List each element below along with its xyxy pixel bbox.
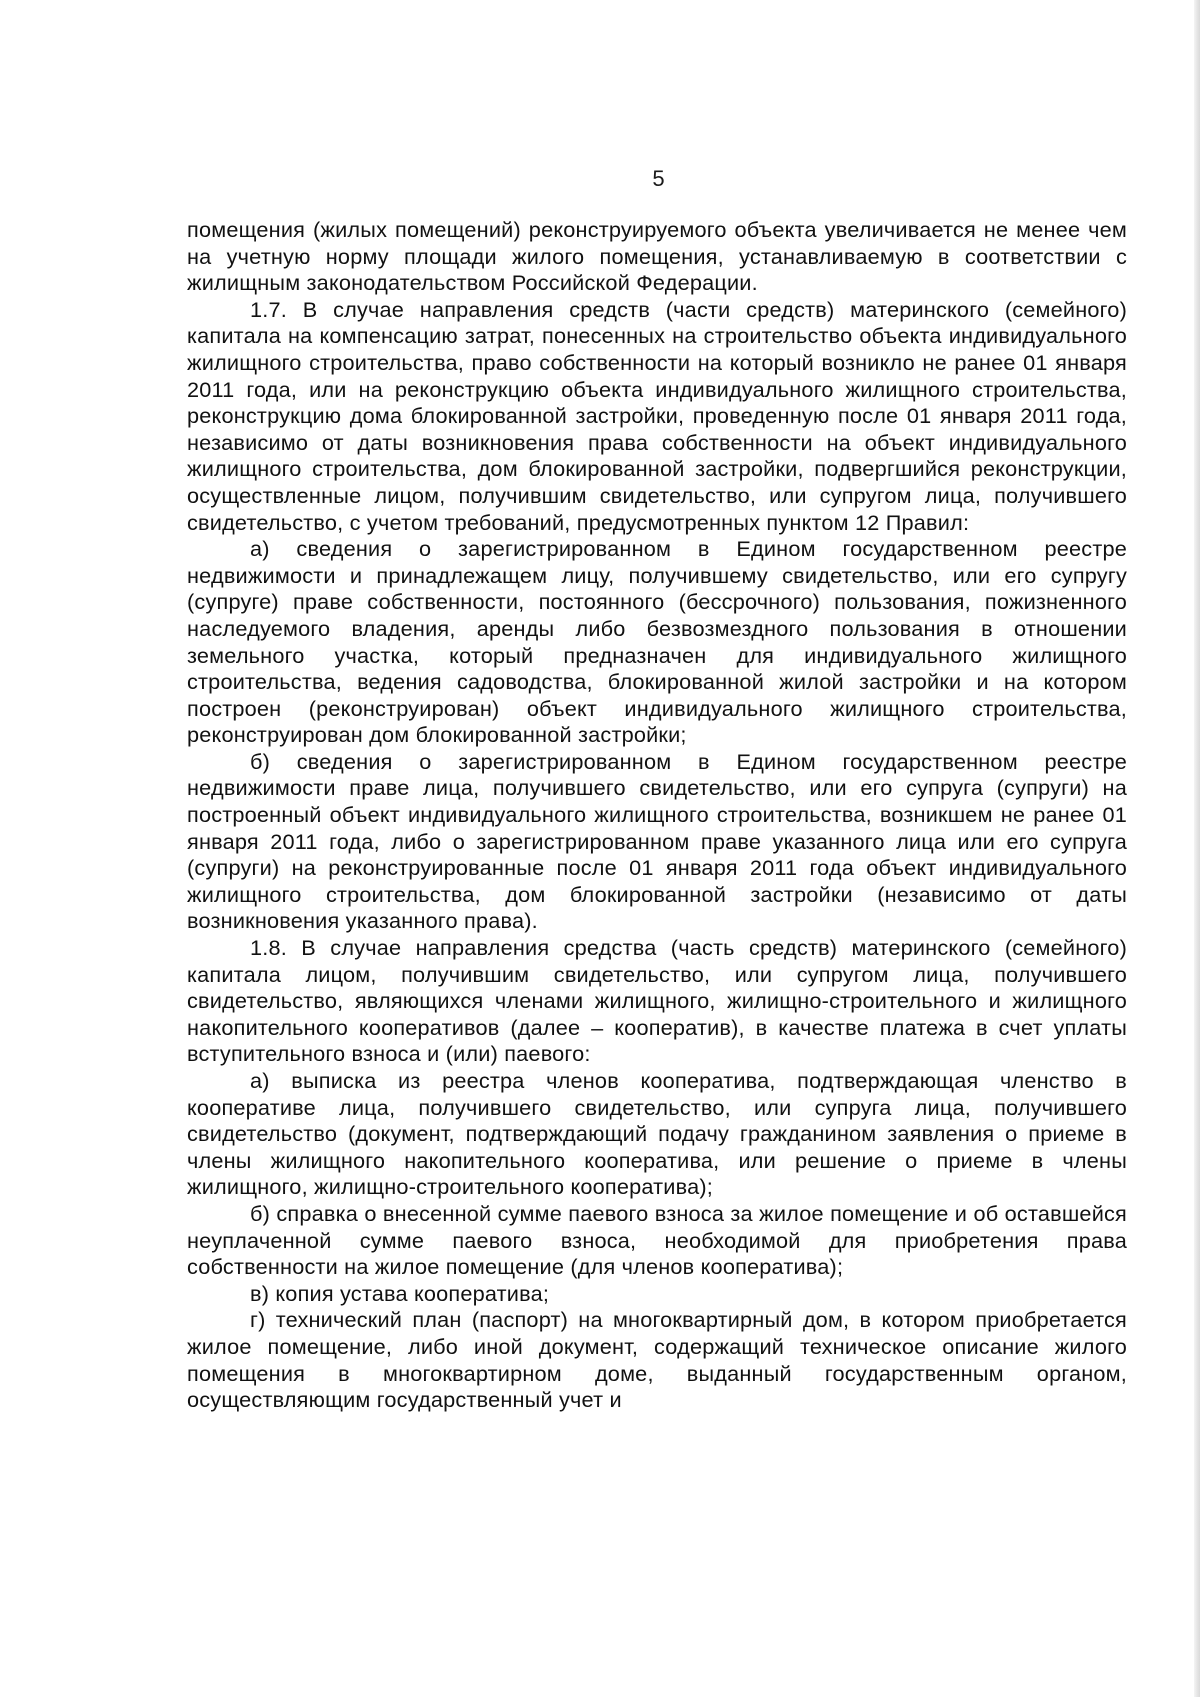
- paragraph-1-8-a: а) выписка из реестра членов кооператива, подтверждающая членство в кооперативе лица, получившего свидетельство, или супруга лица, получившего свидетельство (документ, подтверждающий подачу гражданином заявления о приеме в члены жилищного накопительного кооператива, или решение о приеме в члены жилищного, жилищно-строительного кооператива);: [187, 1068, 1127, 1200]
- paragraph-continuation: помещения (жилых помещений) реконструируемого объекта увеличивается не менее чем на учетную норму площади жилого помещения, устанавливаемую в соответствии с жилищным законодательством Российской Федерации.: [187, 217, 1127, 296]
- paragraph-1-8-g: г) технический план (паспорт) на многоквартирный дом, в котором приобретается жилое помещение, либо иной документ, содержащий техническое описание жилого помещения в многоквартирном доме, выданный государственным органом, осуществляющим государственный учет и: [187, 1307, 1127, 1413]
- page-number: 5: [652, 166, 665, 191]
- document-body: [187, 217, 1127, 1414]
- paragraph-1-7: 1.7. В случае направления средств (части средств) материнского (семейного) капитала на компенсацию затрат, понесенных на строительство объекта индивидуального жилищного строительства, право собственности на который возникло не ранее 01 января 2011 года, или на реконструкцию объекта индивидуального жилищного строительства, реконструкцию дома блокированной застройки, проведенную после 01 января 2011 года, независимо от даты возникновения права собственности на объект индивидуального жилищного строительства, дом блокированной застройки, подвергшийся реконструкции, осуществленные лицом, получившим свидетельство, или супругом лица, получившего свидетельство, с учетом требований, предусмотренных пунктом 12 Правил:: [187, 296, 1127, 535]
- page-edge-shadow: [1194, 0, 1200, 1697]
- paragraph-1-7-b: б) сведения о зарегистрированном в Едином государственном реестре недвижимости праве лица, получившего свидетельство, или его супруга (супруги) на построенный объект индивидуального жилищного строительства, возникшем не ранее 01 января 2011 года, либо о зарегистрированном праве указанного лица или его супруга (супруги) на реконструированные после 01 января 2011 года объект индивидуального жилищного строительства, дом блокированной застройки (независимо от даты возникновения указанного права).: [187, 748, 1127, 934]
- paragraph-1-7-a: а) сведения о зарегистрированном в Едином государственном реестре недвижимости и принадлежащем лицу, получившему свидетельство, или его супругу (супруге) праве собственности, постоянного (бессрочного) пользования, пожизненного наследуемого владения, аренды либо безвозмездного пользования в отношении земельного участка, который предназначен для индивидуального жилищного строительства, ведения садоводства, блокированной жилой застройки и на котором построен (реконструирован) объект индивидуального жилищного строительства, реконструирован дом блокированной застройки;: [187, 536, 1127, 748]
- paragraph-1-8: 1.8. В случае направления средства (часть средств) материнского (семейного) капитала лицом, получившим свидетельство, или супругом лица, получившего свидетельство, являющихся членами жилищного, жилищно-строительного и жилищного накопительного кооперативов (далее – кооператив), в качестве платежа в счет уплаты вступительного взноса и (или) паевого:: [187, 935, 1127, 1067]
- paragraph-1-8-b: б) справка о внесенной сумме паевого взноса за жилое помещение и об оставшейся неуплаченной сумме паевого взноса, необходимой для приобретения права собственности на жилое помещение (для членов кооператива);: [187, 1200, 1127, 1280]
- paragraph-1-8-v: в) копия устава кооператива;: [250, 1280, 550, 1306]
